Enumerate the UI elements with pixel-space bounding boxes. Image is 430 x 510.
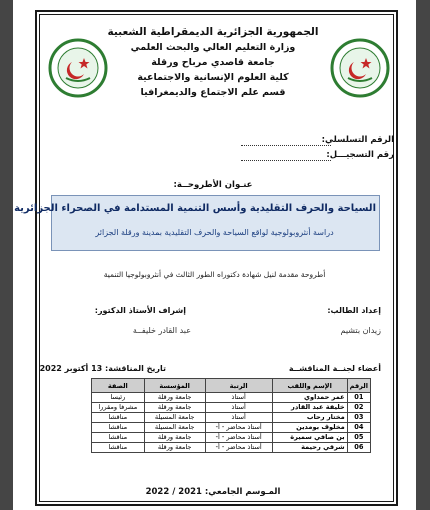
member-institution: جامعة ورقلة bbox=[144, 443, 205, 453]
row-number: 06 bbox=[347, 443, 370, 453]
degree-statement: أطروحة مقدمة لنيل شهادة دكتوراه الطور الثالث في أنثروبولوجيا التنمية bbox=[103, 270, 326, 279]
academic-year: المـوسم الجامعي: 2021 / 2022 bbox=[145, 487, 281, 497]
table-row bbox=[92, 423, 371, 433]
row-number: 04 bbox=[347, 423, 370, 433]
member-rank: أستاذ محاضر - أ- bbox=[205, 433, 272, 443]
thesis-title: السياحة والحرف التقليدية وأسس التنمية المستدامة في الصحراء الجزائرية bbox=[14, 203, 376, 214]
member-name: خليفة عبد القادر bbox=[272, 403, 347, 413]
member-name: مخلوف بومدين bbox=[272, 423, 347, 433]
member-role: مشرفا ومقررا bbox=[92, 403, 145, 413]
member-name: مختار رحاب bbox=[272, 413, 347, 423]
defense-date: تاريخ المناقشة: 13 أكتوبر 2022 bbox=[39, 364, 166, 373]
faculty-heading: كلية العلوم الإنسانية والاجتماعية bbox=[137, 72, 289, 83]
member-rank: أستاذ bbox=[205, 393, 272, 403]
jury-table-header bbox=[92, 379, 371, 393]
table-row bbox=[92, 393, 371, 403]
member-rank: أستاذ محاضر - أ- bbox=[205, 443, 272, 453]
col-institution: المؤسسة bbox=[144, 379, 205, 393]
supervisor-name: عبد القادر خليفــة bbox=[132, 326, 191, 335]
member-role: مناقشا bbox=[92, 413, 145, 423]
row-number: 02 bbox=[347, 403, 370, 413]
row-number: 01 bbox=[347, 393, 370, 403]
member-name: عمر حمداوي bbox=[272, 393, 347, 403]
registration-number-label: رقم التسجيـــل: bbox=[326, 150, 394, 160]
col-number: الرقم bbox=[347, 379, 370, 393]
ministry-heading: وزارة التعليم العالي والبحث العلمي bbox=[130, 42, 296, 53]
university-seal-right bbox=[330, 38, 390, 98]
member-role: مناقشا bbox=[92, 443, 145, 453]
committee-label: أعضاء لجنــة المناقشــة bbox=[288, 364, 381, 373]
member-institution: جامعة ورقلة bbox=[144, 403, 205, 413]
republic-heading: الجمهورية الجزائرية الديمقراطية الشعبية bbox=[107, 26, 319, 38]
member-role: رئيسا bbox=[92, 393, 145, 403]
student-label: إعداد الطالب: bbox=[327, 306, 381, 315]
member-role: مناقشا bbox=[92, 423, 145, 433]
table-row bbox=[92, 443, 371, 453]
table-row bbox=[92, 413, 371, 423]
member-rank: أستاذ bbox=[205, 413, 272, 423]
row-number: 03 bbox=[347, 413, 370, 423]
document-page bbox=[13, 0, 416, 510]
row-number: 05 bbox=[347, 433, 370, 443]
col-name: الإسم واللقب bbox=[272, 379, 347, 393]
registration-number-line bbox=[241, 160, 331, 161]
student-name: زيدان بتشيم bbox=[340, 326, 381, 335]
department-heading: قسم علم الاجتماع والديمغرافيا bbox=[140, 87, 286, 98]
member-role: مناقشا bbox=[92, 433, 145, 443]
member-name: شرقي رحيمة bbox=[272, 443, 347, 453]
supervisor-label: إشراف الأستاذ الدكتور: bbox=[94, 306, 186, 315]
col-role: الصفة bbox=[92, 379, 145, 393]
thesis-title-label: عنـوان الأطروحــة: bbox=[173, 180, 253, 190]
thesis-subtitle: دراسة أنثروبولوجية لواقع السياحة والحرف التقليدية بمدينة ورقلة الجزائر bbox=[95, 228, 334, 237]
table-row bbox=[92, 433, 371, 443]
member-name: بن صافي سميرة bbox=[272, 433, 347, 443]
university-heading: جامعة قاصدي مرباح ورقلة bbox=[151, 57, 275, 68]
member-rank: أستاذ محاضر - أ- bbox=[205, 423, 272, 433]
member-institution: جامعة ورقلة bbox=[144, 393, 205, 403]
serial-number-line bbox=[241, 145, 331, 146]
member-institution: جامعة المسيلة bbox=[144, 413, 205, 423]
member-rank: أستاذ bbox=[205, 403, 272, 413]
table-row bbox=[92, 403, 371, 413]
col-rank: الرتبة bbox=[205, 379, 272, 393]
serial-number-label: الرقم التسلسلي: bbox=[321, 135, 394, 145]
jury-table bbox=[91, 378, 371, 453]
member-institution: جامعة المسيلة bbox=[144, 423, 205, 433]
member-institution: جامعة ورقلة bbox=[144, 433, 205, 443]
